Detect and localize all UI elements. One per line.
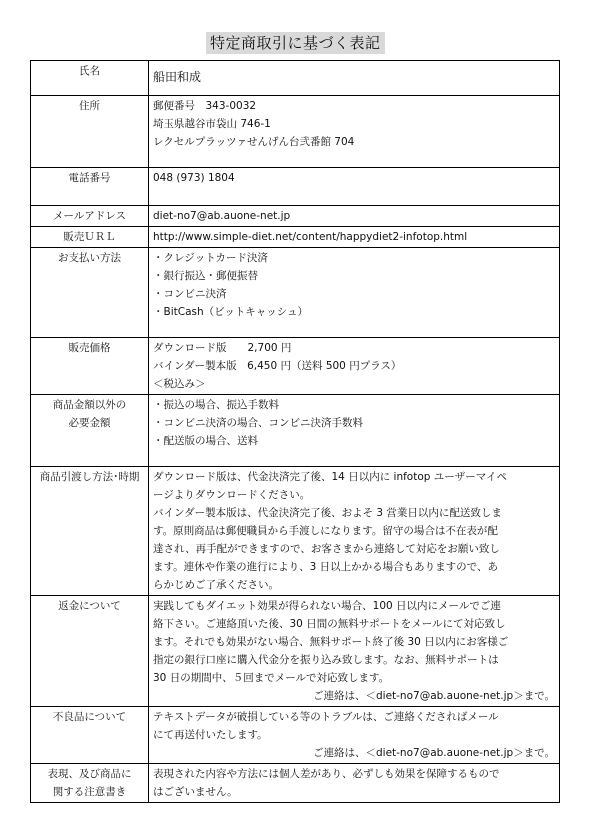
- price-line: バインダー製本版 6,450 円（送料 500 円プラス）: [153, 360, 402, 372]
- label-url: 販売ＵＲＬ: [31, 227, 149, 248]
- row-notes: [31, 764, 560, 803]
- payment-item: ・BitCash（ビットキャッシュ）: [153, 306, 308, 318]
- delivery-line: ージよりダウンロードください。: [153, 489, 311, 501]
- value-fees: [149, 395, 560, 467]
- notes-line: 表現された内容や方法には個人差があり、必ずしも効果を保障するもので: [153, 768, 500, 780]
- refund-contact: ご連絡は、＜diet-no7@ab.auone-net.jp＞まで。: [312, 690, 555, 702]
- payment-item: ・銀行振込・郵便振替: [153, 270, 258, 282]
- value-email: diet-no7@ab.auone-net.jp: [149, 206, 560, 227]
- delivery-line: ます。連休や作業の進行により、3 日以上かかる場合もありますので、あ: [153, 561, 498, 573]
- label-email: メールアドレス: [31, 206, 149, 227]
- defect-line: にて再送付いたします。: [153, 729, 268, 741]
- label-delivery: 商品引渡し方法･時期: [31, 467, 149, 596]
- row-payment: [31, 248, 560, 338]
- row-name: [31, 61, 560, 96]
- disclosure-table: [30, 60, 560, 803]
- label-payment: お支払い方法: [31, 248, 149, 338]
- value-delivery: [149, 467, 560, 596]
- label-fees: [31, 395, 149, 467]
- value-refund: [149, 596, 560, 707]
- name-text: 船田和成: [153, 70, 202, 84]
- refund-line: 実践してもダイエット効果が得られない場合、100 日以内にメールでご連: [153, 600, 501, 612]
- address-line: 埼玉県越谷市袋山 746-1: [153, 118, 271, 130]
- delivery-line: バインダー製本版は、代金決済完了後、およそ 3 営業日以内に配送致しま: [153, 507, 502, 519]
- value-name: [149, 61, 560, 96]
- row-refund: [31, 596, 560, 707]
- fee-item: ・配送版の場合、送料: [153, 435, 258, 447]
- label-price: 販売価格: [31, 338, 149, 395]
- row-defect: [31, 707, 560, 764]
- row-phone: [31, 168, 560, 206]
- delivery-line: す。原則商品は郵便職員から手渡しになります。留守の場合は不在表が配: [153, 525, 498, 537]
- label-name: 氏名: [31, 61, 149, 96]
- fee-item: ・コンビニ決済の場合、コンビニ決済手数料: [153, 417, 363, 429]
- page-title: 特定商取引に基づく表記: [206, 32, 385, 54]
- label-notes: [31, 764, 149, 803]
- fees-label-line: 商品金額以外の: [52, 399, 127, 411]
- value-payment: [149, 248, 560, 338]
- refund-line: 絡下さい。ご連絡頂いた後、30 日間の無料サポートをメールにて対応致し: [153, 618, 506, 630]
- refund-line: 30 日の期間中、５回までメールで対応致します。: [153, 672, 390, 684]
- notes-label-line: 関する注意書き: [52, 786, 127, 798]
- delivery-line: ダウンロード版は、代金決済完了後、14 日以内に infotop ユーザーマイペ: [153, 471, 508, 483]
- label-refund: 返金について: [31, 596, 149, 707]
- price-line: ダウンロード版 2,700 円: [153, 342, 292, 354]
- row-address: [31, 96, 560, 168]
- row-fees: [31, 395, 560, 467]
- delivery-line: らかじめご了承ください。: [153, 579, 279, 591]
- notes-line: はございません。: [153, 786, 238, 798]
- row-email: [31, 206, 560, 227]
- delivery-line: 達され、再手配ができますので、お客さまから連絡して対応をお願い致し: [153, 543, 500, 555]
- label-defect: 不良品について: [31, 707, 149, 764]
- value-notes: [149, 764, 560, 803]
- value-phone: 048 (973) 1804: [149, 168, 560, 206]
- fee-item: ・振込の場合、振込手数料: [153, 399, 279, 411]
- price-line: ＜税込み＞: [153, 378, 206, 390]
- value-price: [149, 338, 560, 395]
- notes-label-line: 表現、及び商品に: [47, 768, 132, 780]
- label-phone: 電話番号: [31, 168, 149, 206]
- defect-line: テキストデータが破損している等のトラブルは、ご連絡くださればメール: [153, 711, 499, 723]
- defect-contact: ご連絡は、＜diet-no7@ab.auone-net.jp＞まで。: [312, 747, 555, 759]
- value-defect: [149, 707, 560, 764]
- row-delivery: [31, 467, 560, 596]
- value-address: [149, 96, 560, 168]
- payment-item: ・コンビニ決済: [153, 288, 227, 300]
- address-line: レクセルプラッツァせんげん台弐番館 704: [153, 136, 355, 148]
- refund-line: 指定の銀行口座に購入代金分を振り込み致します。なお、無料サポートは: [153, 654, 499, 666]
- address-line: 郵便番号 343-0032: [153, 100, 257, 112]
- row-price: [31, 338, 560, 395]
- label-address: 住所: [31, 96, 149, 168]
- refund-line: ます。それでも効果がない場合、無料サポート終了後 30 日以内にお客様ご: [153, 636, 509, 648]
- payment-item: ・クレジットカード決済: [153, 252, 268, 264]
- row-url: [31, 227, 560, 248]
- fees-label-line: 必要金額: [68, 417, 111, 429]
- value-url: http://www.simple-diet.net/content/happydiet2-infotop.html: [149, 227, 560, 248]
